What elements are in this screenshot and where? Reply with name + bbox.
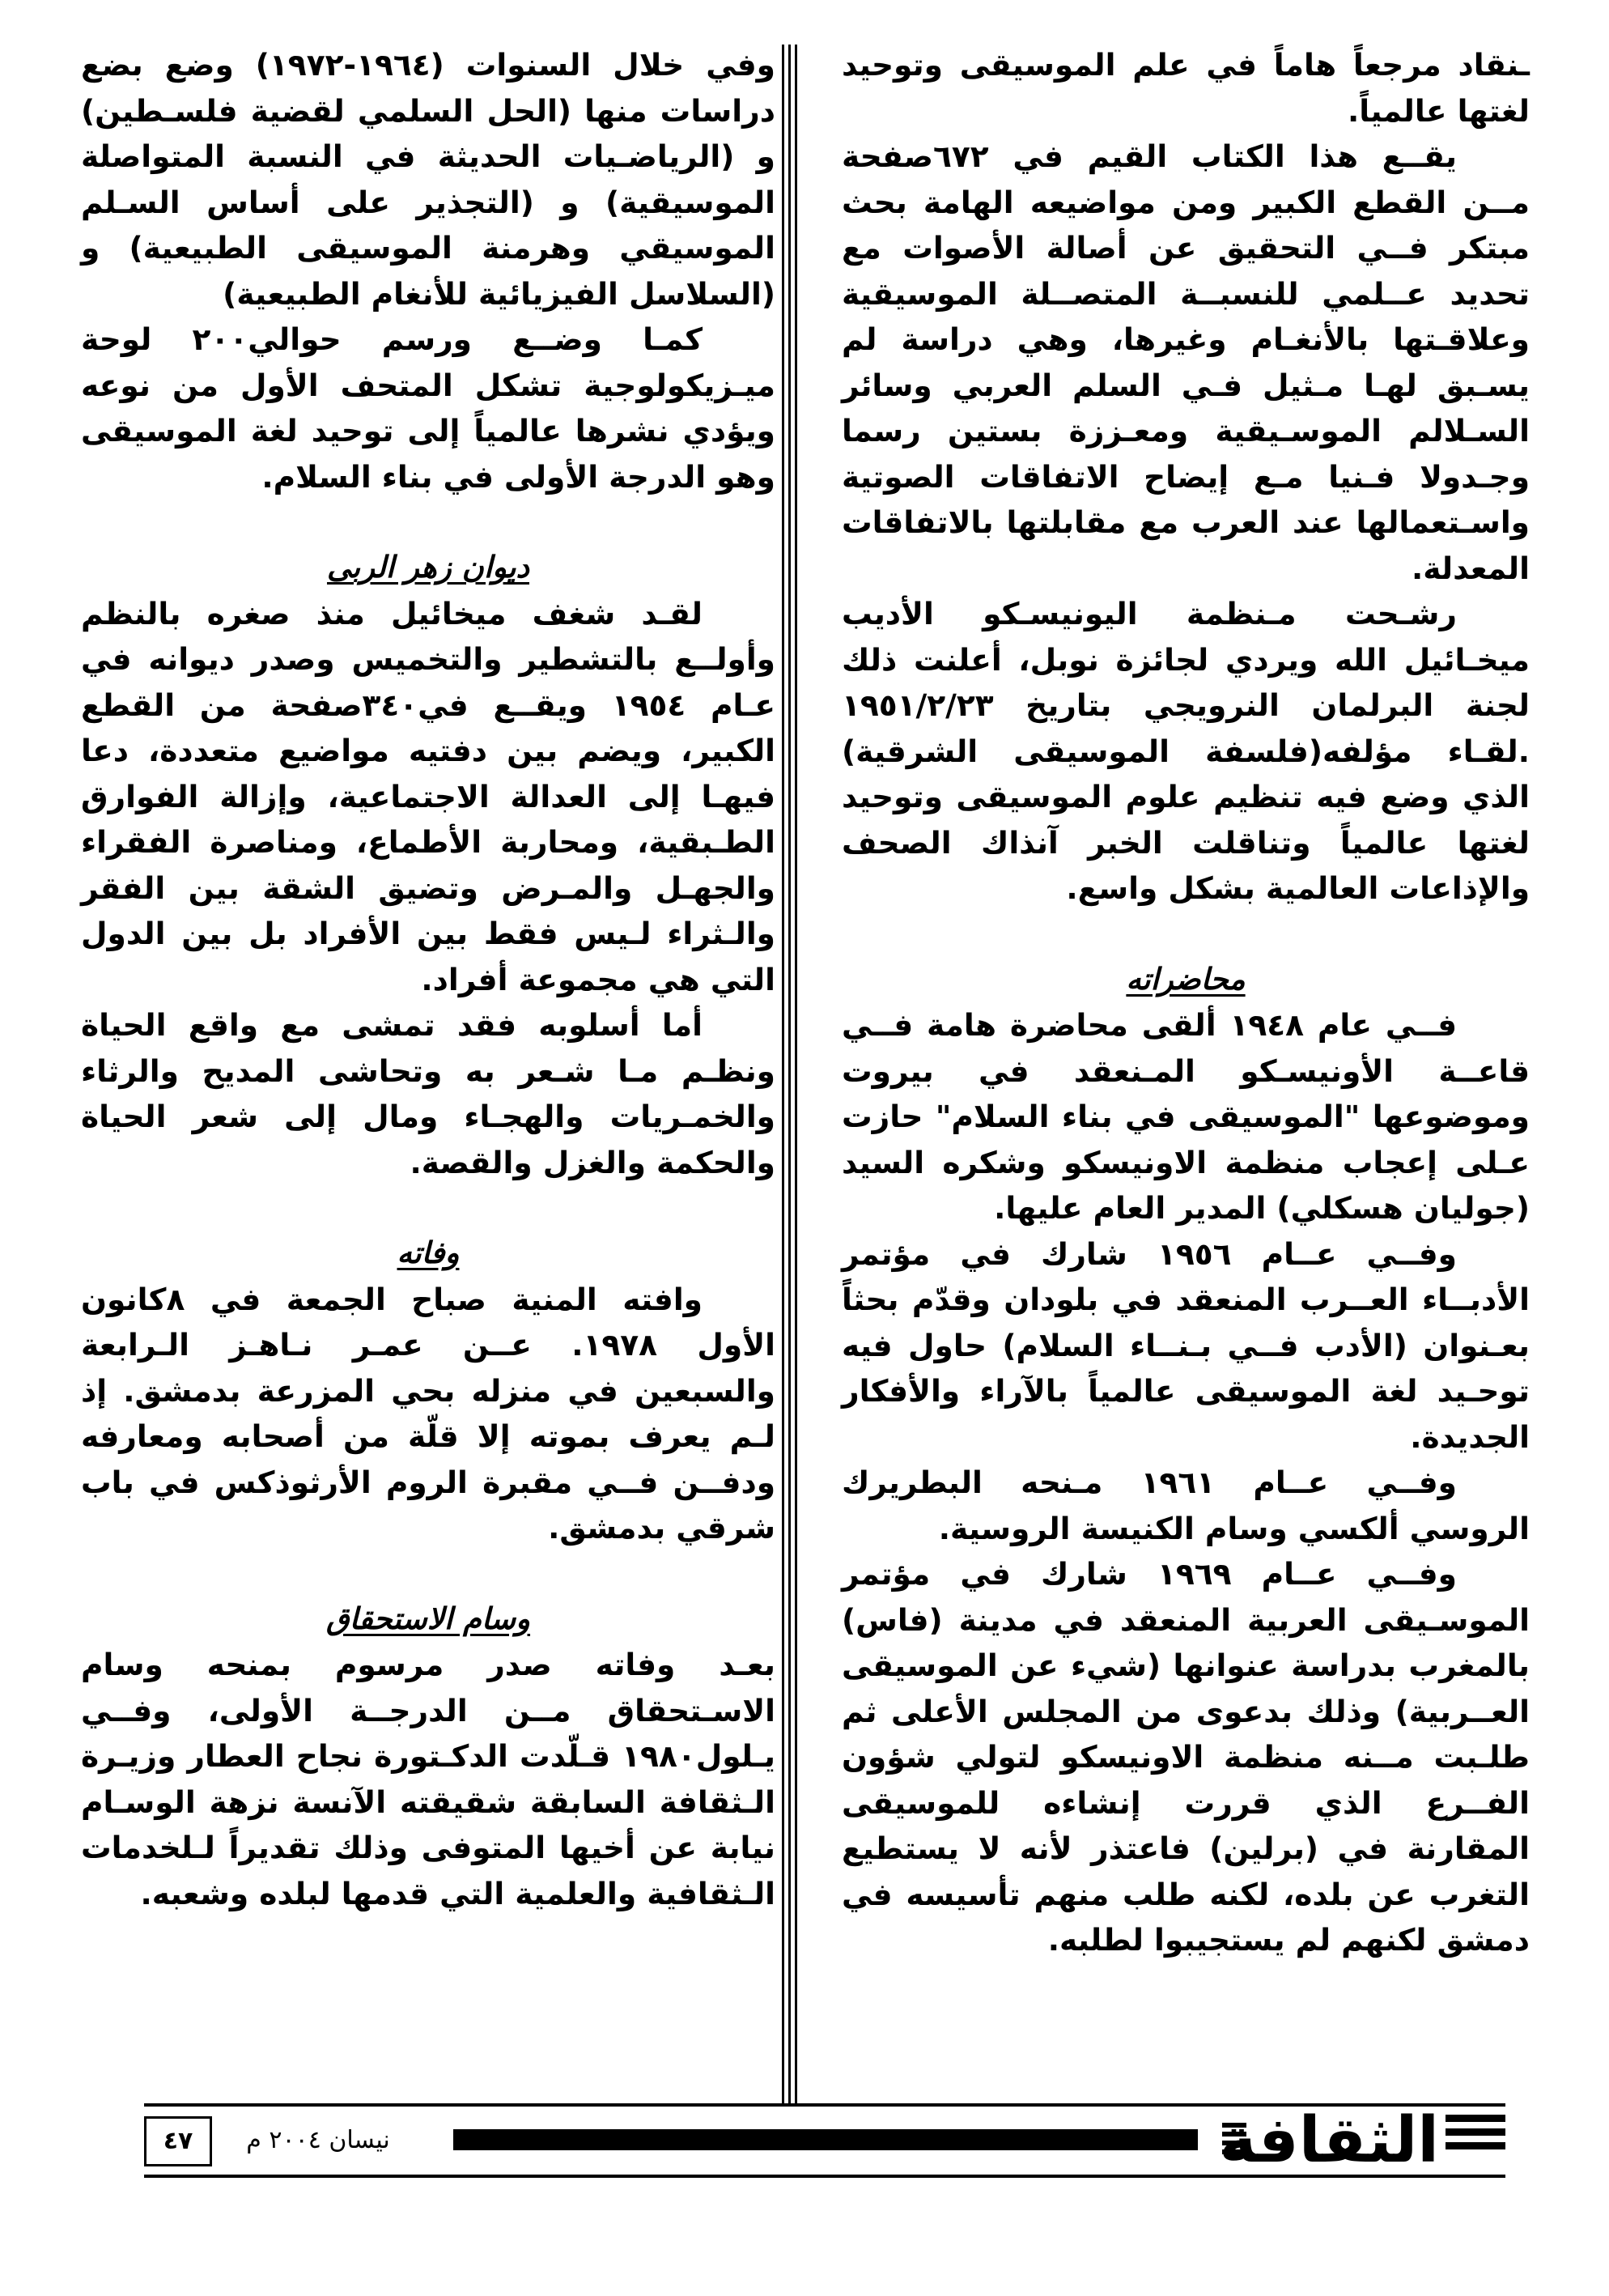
section-spacer xyxy=(81,1185,775,1231)
right-text-column xyxy=(842,42,1530,1963)
paragraph: أما أسلوبه فقد تمشى مع واقع الحياة ونظـم مـا شـعر به وتحاشى المديح والرثاء والخمـريات والهجـاء ومال إلى شعر الحياة والحكمة والغزل والقصة. xyxy=(81,1007,775,1180)
paragraph: فــي عام ١٩٤٨ ألقى محاضرة هامة فــي قاعــة الأونيسـكو المـنعقد في بيروت وموضوعها "الموسيقى في بناء السلام" حازت عـلى إعجاب منظمة الاونيسكو وشكره السيد (جوليان هسكلي) المدير العام عليها. xyxy=(842,1007,1530,1226)
page-number: ٤٧ xyxy=(144,2116,212,2166)
paragraph: وفــي عــام ١٩٦١ مـنحه البطريرك الروسي ألكسي وسام الكنيسة الروسية. xyxy=(842,1465,1530,1546)
footer-black-bar xyxy=(453,2129,1198,2150)
column-divider xyxy=(795,45,797,2105)
section-heading-medal: وسام الاستحقاق xyxy=(325,1601,531,1636)
paragraph: وفــي عــام ١٩٦٩ شارك في مؤتمر الموسـيقى العربية المنعقد في مدينة (فاس) بالمغرب بدراسة عنوانها (شيء عن الموسيقى العــربية) وذلك بدعوى من المجلس الأعلى ثم طلـبت مــنه منظمة الاونيسكو لتولي شؤون الفــرع الذي قررت إنشاءه للموسيقى المقارنة في (برلين) فاعتذر لأنه لا يستطيع التغرب عن بلده، لكنه طلب منهم تأسيسه في دمشق لكنهم لم يستجيبوا لطلبه. xyxy=(842,1556,1530,1958)
logo-lines xyxy=(1446,2115,1505,2163)
issue-date: نيسان ٢٠٠٤ م xyxy=(246,2126,390,2154)
column-divider xyxy=(782,45,784,2105)
paragraph: بعـد وفاته صدر مرسوم بمنحه وسام الاسـتحقاق مــن الدرجــة الأولى، وفــي يـلول١٩٨٠ قـلّدت الدكـتورة نجاح العطار وزيـرة الـثقافة السابقة شقيقته الآنسة نزهة الوسـام نيابة عن أخيها المتوفى وذلك تقديراً لـلخدمات الـثقافية والعلمية التي قدمها لبلده وشعبه. xyxy=(81,1647,775,1911)
section-heading-lectures: محاضراته xyxy=(1126,961,1246,997)
section-spacer xyxy=(842,912,1530,957)
paragraph: يقــع هذا الكتاب القيم في ٦٧٢صفحة مــن القطع الكبير ومن مواضيعه الهامة بحث مبتكر فــي التحقيق عن أصالة الأصوات مع تحديد عــلمي للنسبــة المتصــلة الموسيقية وعلاقـتها بالأنغـام وغيرها، وهي دراسة لم يسـبق لهـا مـثيل فـي السلم العربي وسائر السـلالم الموسـيقية ومعـززة بستين رسما وجـدولا فـنيا مـع إيضاح الاتفاقات الصوتية واسـتعمالها عند العرب مع مقابلتها بالاتفاقات المعدلة. xyxy=(842,138,1530,586)
paragraph: وفي خلال السنوات (١٩٦٤-١٩٧٢) وضع بضع دراسات منها (الحل السلمي لقضية فلسـطين) و (الرياضـيات الحديثة في النسبة المتواصلة الموسيقية) و (التجذير على أساس السـلم الموسيقي وهرمنة الموسيقى الطبيعية) و (السلاسل الفيزيائية للأنغام الطبيعية) xyxy=(81,47,775,312)
paragraph: ـنقاد مرجعاً هاماً في علم الموسيقى وتوحيد لغتها عالمياً. xyxy=(842,47,1530,129)
left-text-column xyxy=(81,42,775,1916)
section-heading-diwan: ديوان زهر الربى xyxy=(326,550,529,585)
section-spacer xyxy=(81,1551,775,1597)
magazine-logo: الثقافة xyxy=(1219,2104,1439,2177)
paragraph: رشـحت مـنظمة اليونيسـكو الأديب ميخـائيل الله ويردي لجائزة نوبل، أعلنت ذلك لجنة البرلمان النرويجي بتاريخ ١٩٥١/٢/٢٣ .لقـاء مؤلفه(فلسفة الموسيقى الشرقية) الذي وضع فيه تنظيم علوم الموسيقى وتوحيد لغتها عالمياً وتناقلت الخبر آنذاك الصحف والإذاعات العالمية بشكل واسع. xyxy=(842,596,1530,906)
column-divider xyxy=(788,45,791,2105)
paragraph: وفــي عــام ١٩٥٦ شارك في مؤتمر الأدبــاء العــرب المنعقد في بلودان وقدّم بحثاً بعـنوان (الأدب فــي بـنــاء السلام) حاول فيه توحـيد لغة الموسيقى عالمياً بالآراء والأفكار الجديدة. xyxy=(842,1235,1530,1455)
paragraph: لقـد شغف ميخائيل منذ صغره بالنظم وأولــع بالتشطير والتخميس وصدر ديوانه في عـام ١٩٥٤ ويقــع في٣٤٠صفحة من القطع الكبير، ويضم بين دفتيه مواضيع متعددة، دعا فيهـا إلى العدالة الاجتماعية، وإزالة الفوارق الطـبقية، ومحاربة الأطماع، ومناصرة الفقراء والجهـل والمـرض وتضيق الشقة بين الفقر والـثراء لـيس فقط بين الأفراد بل بين الدول التي هي مجموعة أفراد. xyxy=(81,595,775,997)
section-spacer xyxy=(81,500,775,545)
paragraph: وافته المنية صباح الجمعة في ٨كانون الأول ١٩٧٨. عــن عمـر نـاهـز الـرابعة والسبعين في منزله بحي المزرعة بدمشق. إذ لـم يعرف بموته إلا قلّة من أصحابه ومعارفه ودفــن فــي مقبرة الروم الأرثوذكس في باب شرقي بدمشق. xyxy=(81,1281,775,1546)
section-heading-death: وفاته xyxy=(397,1235,460,1270)
paragraph: كمـا وضــع ورسم حوالي٢٠٠ لوحة ميـزيكولوجية تشكل المتحف الأول من نوعه ويؤدي نشرها عالمياً إلى توحيد لغة الموسيقى وهو الدرجة الأولى في بناء السلام. xyxy=(81,321,775,495)
